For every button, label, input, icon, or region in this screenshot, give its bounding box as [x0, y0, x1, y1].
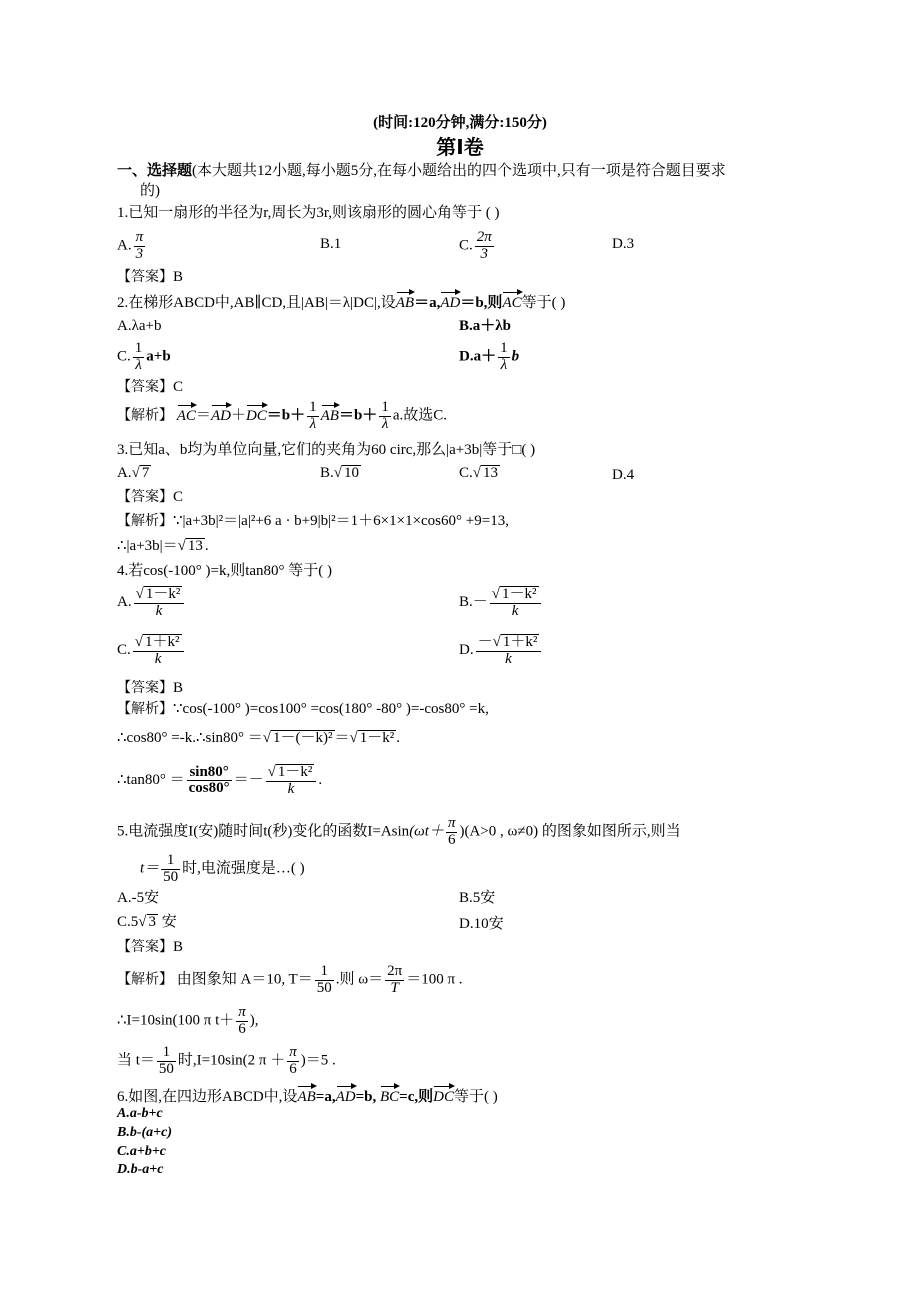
q5-sol2-pre: ∴I=10sin(100 π t＋	[117, 1012, 235, 1029]
q5-sol1-den2: T	[390, 979, 399, 996]
q3-option-a	[117, 465, 151, 481]
q2-analysis-label: 【解析】	[117, 407, 173, 424]
vector-ad: AD	[440, 290, 460, 311]
q4-answer-label: 【答案】	[117, 680, 173, 696]
q2-c-label: C.	[117, 348, 131, 365]
q3-option-d: D.4	[612, 467, 635, 483]
part-heading-label: 一、选择题	[117, 161, 193, 179]
q5-sol3-frac2	[287, 1045, 299, 1078]
q6-vector-ad: AD	[336, 1084, 356, 1105]
q4-solution-line1	[117, 702, 489, 717]
q3-solution-line1	[117, 514, 509, 529]
q5-stem-line1	[117, 816, 681, 849]
q2-sol-frac2	[379, 400, 391, 433]
q4-sol-rad1: 1－(－k)²	[273, 730, 333, 746]
q5-answer-label: 【答案】	[117, 939, 173, 955]
q4-b-num: 1－k²	[502, 586, 537, 602]
q1-c-label: C.	[459, 237, 473, 254]
q2-sol-frac1	[307, 400, 319, 433]
q3-a-label: A.	[117, 465, 132, 481]
q2-option-d	[459, 341, 519, 374]
q4-d-frac: $\frac{\text{－√ 1＋k²}}{k}$	[476, 634, 542, 668]
q1-answer-value: B	[173, 269, 184, 285]
q6-stem	[117, 1084, 498, 1105]
q5-sol1-frac1	[315, 964, 334, 997]
q4-stem: 4.若cos(-100° )=k,则tan80° 等于( )	[117, 563, 333, 579]
q4-sol-line2-pre: ∴cos80° =-k.∴sin80° ＝	[117, 730, 263, 746]
q5-sol3-den2: 6	[289, 1060, 297, 1077]
q4-answer-value: B	[173, 680, 184, 696]
q2-c-frac	[133, 341, 145, 374]
q5-sol1-pre: 由图象知 A＝10, T＝	[176, 971, 313, 988]
q2-stem-post: 等于( )	[521, 295, 566, 311]
q3-c-sqrt: √ 13	[472, 465, 498, 481]
q5-sol1-mid: .则 ω＝	[335, 971, 384, 988]
q5-stem-func: (ωt＋	[409, 823, 444, 840]
q1-a-num: π	[135, 229, 144, 245]
q3-sol-sqrt: √ 13	[177, 538, 203, 554]
q4-solution-line3	[117, 764, 322, 798]
q3-option-b	[320, 465, 361, 481]
q5-stem-frac	[446, 816, 458, 849]
q4-sol-frac2-den: k	[287, 780, 295, 797]
q2-eq1: ＝a,	[414, 295, 441, 311]
q1-c-den: 3	[480, 245, 489, 262]
q2-sol-p3: ＝b＋	[266, 407, 306, 424]
q2-sol-tail: a.故选C.	[392, 407, 447, 424]
q5-stem-num: π	[447, 815, 456, 831]
q6-option-d: D.b-a+c	[117, 1162, 164, 1177]
q1-option-c	[459, 230, 496, 263]
q3-stem: 3.已知a、b均为单位向量,它们的夹角为60 circ,那么|a+3b|等于□( )	[117, 442, 536, 458]
q2-stem-pre: 2.在梯形ABCD中,AB∥CD,且|AB|＝λ|DC|,设	[117, 295, 396, 311]
q4-sol-line2-post: .	[396, 730, 401, 746]
q4-sol-sqrt1: √ 1－(－k)²	[262, 730, 333, 746]
q6-vector-ab: AB	[297, 1084, 315, 1105]
q5-c-label: C.5	[117, 914, 139, 930]
sol-vector-ac: AC	[177, 403, 196, 424]
q4-d-num: 1＋k²	[502, 634, 538, 650]
q6-option-c: C.a+b+c	[117, 1144, 167, 1159]
q2-c-tail: a+b	[146, 348, 171, 365]
q6-t1: =a,	[315, 1089, 336, 1105]
q3-b-sqrt: √ 10	[333, 465, 359, 481]
q5-option-d: D.10安	[459, 916, 504, 932]
q4-d-label: D.	[459, 642, 474, 659]
q1-a-den: 3	[135, 245, 144, 262]
q5-stem2-den: 50	[163, 868, 179, 885]
q4-option-b	[459, 586, 543, 620]
q6-stem-post: 等于( )	[453, 1089, 498, 1105]
q1-a-frac	[134, 230, 146, 263]
q1-option-d: D.3	[612, 236, 635, 252]
q6-stem-pre: 6.如图,在四边形ABCD中,设	[117, 1089, 298, 1105]
q3-sol-line2-post: .	[204, 538, 209, 554]
q1-option-a	[117, 230, 147, 263]
q4-option-a	[117, 586, 186, 620]
q1-option-b: B.1	[320, 236, 342, 252]
q4-d-den: k	[505, 650, 512, 667]
q5-c-rad: 3	[148, 914, 156, 930]
q6-t2: =b,	[355, 1089, 380, 1105]
q3-option-c	[459, 465, 500, 481]
q5-solution-line1	[117, 964, 463, 997]
q5-option-b: B.5安	[459, 890, 496, 906]
q5-solution-line2	[117, 1005, 259, 1038]
part-heading-desc: (本大题共12小题,每小题5分,在每小题给出的四个选项中,只有一项是符合题目要求	[192, 163, 726, 179]
q5-sol2-den: 6	[238, 1020, 246, 1037]
q4-sol-frac1-num: sin80°	[187, 765, 232, 782]
q3-answer	[117, 490, 183, 505]
q5-sol1-num: 1	[315, 964, 334, 981]
q5-stem2-pre: t＝	[140, 860, 160, 877]
vector-ab: AB	[396, 290, 414, 311]
q5-stem-den: 6	[447, 831, 456, 848]
q4-sol-line1-text: ∵cos(-100° )=cos100° =cos(180° -80° )=-cos80° =k,	[173, 701, 489, 717]
q4-sol-sqrt2: √ 1－k²	[349, 730, 395, 746]
q5-sol1-num2: 2π	[387, 963, 403, 979]
q3-sol-line1-text: ∵|a+3b|²＝|a|²+6 a · b+9|b|²＝1＋6×1×1×cos60° +9=13,	[173, 513, 509, 529]
q2-d-frac	[498, 341, 510, 374]
q6-option-a: A.a-b+c	[117, 1106, 163, 1121]
q3-answer-label: 【答案】	[117, 489, 173, 505]
q2-solution	[117, 400, 447, 433]
q5-c-tail: 安	[158, 914, 177, 930]
q5-sol3-den: 50	[158, 1060, 174, 1077]
sol-vector-ab: AB	[321, 403, 339, 424]
q3-solution-line2	[117, 538, 209, 554]
q4-b-label: B.－	[459, 594, 488, 611]
q4-c-label: C.	[117, 642, 131, 659]
q4-c-frac: $\frac{\text{√ 1＋k²}}{k}$	[133, 634, 184, 668]
q5-sol2-frac	[236, 1005, 248, 1038]
q4-a-label: A.	[117, 594, 132, 611]
q2-option-a: A.λa+b	[117, 318, 162, 334]
q2-stem	[117, 290, 565, 311]
q4-sol-line3-mid: ＝－	[233, 772, 264, 789]
q4-d-sign: －	[477, 634, 493, 650]
q4-a-den: k	[155, 602, 163, 619]
q3-a-sqrt: √ 7	[131, 465, 150, 481]
q5-analysis-label: 【解析】	[117, 971, 173, 988]
q2-option-c	[117, 341, 171, 374]
q2-answer-label: 【答案】	[117, 379, 173, 395]
q3-sol-rad: 13	[187, 538, 203, 554]
q6-vector-dc: DC	[433, 1084, 454, 1105]
q5-answer-value: B	[173, 939, 184, 955]
q2-sol-p4: ＝b＋	[338, 407, 378, 424]
q5-sol2-post: ),	[249, 1012, 259, 1029]
q2-answer-value: C	[173, 379, 184, 395]
q4-option-d	[459, 634, 543, 668]
q4-sol-rad2: 1－k²	[359, 730, 395, 746]
q4-analysis-label: 【解析】	[117, 701, 173, 717]
q2-d-tail: b	[511, 348, 520, 365]
q5-stem2-num: 1	[161, 853, 180, 870]
q5-option-c	[117, 914, 177, 930]
q4-sol-frac1	[187, 765, 232, 798]
q4-option-c	[117, 634, 186, 668]
q5-sol1-den: 50	[316, 979, 332, 996]
q5-solution-line3	[117, 1045, 336, 1078]
q2-c-den: λ	[135, 356, 142, 373]
q4-answer	[117, 681, 183, 696]
q6-vector-bc: BC	[380, 1084, 399, 1105]
q5-sol1-post: ＝100 π .	[406, 971, 463, 988]
q5-option-a: A.-5安	[117, 890, 160, 906]
q4-a-num: 1－k²	[145, 586, 181, 602]
q5-sol3-mid: 时,I=10sin(2 π ＋	[177, 1052, 286, 1069]
q4-b-den: k	[511, 602, 519, 619]
q2-sol-p1: ＝	[195, 407, 211, 424]
q5-sol2-num: π	[238, 1004, 246, 1020]
q2-d-den: λ	[500, 356, 508, 373]
time-note: (时间:120分钟,满分:150分)	[373, 115, 547, 131]
q2-sol-p2: ＋	[230, 407, 246, 424]
q5-stem2-frac	[161, 853, 180, 886]
vector-ac: AC	[502, 290, 521, 311]
sol-vector-ad: AD	[211, 403, 231, 424]
q6-option-b: B.b-(a+c)	[117, 1125, 173, 1140]
q2-sol-frac2-num: 1	[381, 399, 389, 415]
q1-c-num: 2π	[476, 229, 492, 245]
q4-c-den: k	[154, 650, 162, 667]
q3-c-label: C.	[459, 465, 473, 481]
q5-answer	[117, 940, 183, 955]
q4-a-frac: $\frac{\text{√ 1－k²}}{k}$	[134, 586, 185, 620]
q3-analysis-label: 【解析】	[117, 513, 173, 529]
q5-sol1-frac2	[385, 964, 404, 997]
q5-sol3-pre: 当 t＝	[117, 1052, 155, 1069]
q4-sol-line3-pre: ∴tan80° ＝	[117, 772, 185, 789]
q4-c-num: 1＋k²	[145, 634, 180, 650]
q2-d-num: 1	[500, 340, 508, 356]
section-title: 第Ⅰ卷	[436, 135, 484, 159]
part-heading	[117, 163, 726, 179]
q5-stem-pre: 5.电流强度I(安)随时间t(秒)变化的函数I=Asin	[117, 823, 410, 840]
q1-c-frac	[475, 230, 494, 263]
q2-answer	[117, 380, 183, 395]
q3-sol-line2-pre: ∴|a+3b|＝	[117, 538, 178, 554]
q6-t3: =c,则	[399, 1089, 434, 1105]
q2-sol-frac2-den: λ	[381, 415, 389, 432]
q4-sol-frac2-num: 1－k²	[277, 764, 313, 780]
q1-answer	[117, 270, 183, 285]
q5-sol3-num: 1	[157, 1045, 176, 1062]
q3-c-rad: 13	[483, 465, 498, 481]
q4-b-frac: $\frac{\text{√ 1－k²}}{k}$	[490, 586, 541, 620]
q4-solution-line2	[117, 730, 400, 746]
q2-c-num: 1	[134, 340, 143, 356]
q2-eq2: ＝b,则	[460, 295, 503, 311]
q4-sol-frac2: $\frac{\text{√ 1－k²}}{k}$	[266, 764, 317, 798]
part-heading-desc-cont: 的)	[140, 183, 160, 199]
q3-a-rad: 7	[141, 465, 150, 481]
q1-stem: 1.已知一扇形的半径为r,周长为3r,则该扇形的圆心角等于 ( )	[117, 205, 500, 221]
q5-stem-line2	[140, 853, 305, 886]
q5-sol3-frac1	[157, 1045, 176, 1078]
q1-answer-label: 【答案】	[117, 269, 173, 285]
q1-a-label: A.	[117, 237, 132, 254]
q3-b-rad: 10	[344, 465, 359, 481]
q5-stem-post: )(A>0 , ω≠0) 的图象如图所示,则当	[459, 823, 681, 840]
q2-option-b: B.a＋λb	[459, 318, 511, 334]
q2-d-label: D.a＋	[459, 348, 497, 365]
q4-sol-frac1-den: cos80°	[188, 780, 230, 797]
sol-vector-dc: DC	[246, 403, 267, 424]
q5-sol3-num2: π	[289, 1044, 297, 1060]
q2-sol-frac1-den: λ	[309, 415, 317, 432]
q4-sol-line3-post: .	[318, 772, 323, 789]
q5-sol3-post: )＝5 .	[300, 1052, 336, 1069]
q2-sol-frac1-num: 1	[309, 399, 317, 415]
q3-b-label: B.	[320, 465, 334, 481]
q5-stem2-post: 时,电流强度是…( )	[182, 860, 305, 877]
q3-answer-value: C	[173, 489, 184, 505]
q4-sol-line2-mid: ＝	[334, 730, 350, 746]
q5-c-sqrt: √ 3	[138, 914, 156, 930]
